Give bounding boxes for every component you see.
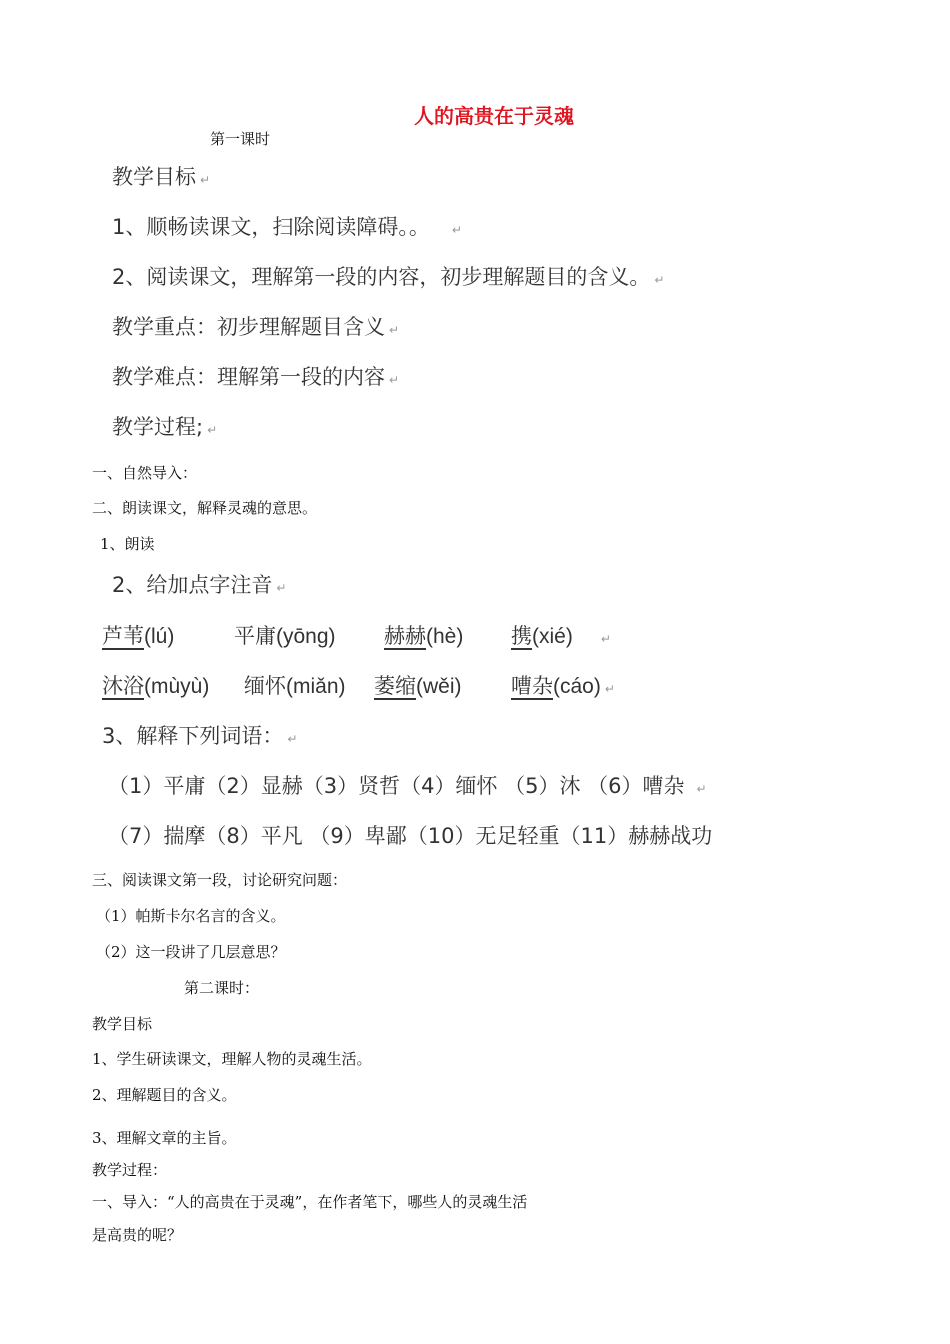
vocab-row-1: （1）平庸（2）显赫（3）贤哲（4）缅怀 （5）沐 （6）嘈杂 ↵ (108, 774, 707, 798)
pinyin-item: 平庸(yōng) (234, 625, 336, 648)
lesson2-goal-2: 2、理解题目的含义。 (92, 1086, 237, 1104)
pinyin-item: 萎缩(wěi) (374, 675, 462, 698)
vocab-row-2: （7）揣摩（8）平凡 （9）卑鄙（10）无足轻重（11）赫赫战功 (108, 824, 713, 848)
lesson1-process-label: 教学过程; ↵ (112, 415, 218, 439)
lesson1-goal-2: 2、阅读课文，理解第一段的内容，初步理解题目的含义。 ↵ (112, 265, 665, 289)
lesson2-goals-label: 教学目标 (92, 1015, 153, 1033)
lesson1-step-3: 三、阅读课文第一段，讨论研究问题： (92, 871, 348, 889)
pinyin-item: 缅怀(miǎn) (244, 675, 346, 698)
document-title: 人的高贵在于灵魂 (414, 104, 574, 128)
lesson1-step-2-3: 3、解释下列词语： ↵ (102, 724, 298, 748)
pinyin-item: 嘈杂(cáo) ↵ (511, 675, 615, 698)
pinyin-item: 赫赫(hè) (384, 625, 464, 648)
lesson1-step-2-1: 1、朗读 (100, 535, 155, 553)
lesson1-difficulty: 教学难点：理解第一段的内容 ↵ (112, 365, 400, 389)
lesson1-question-2: （2）这一段讲了几层意思？ (96, 943, 286, 961)
lesson2-process-label: 教学过程： (92, 1161, 168, 1179)
lesson2-step-1-line-1: 一、导入：“人的高贵在于灵魂”，在作者笔下，哪些人的灵魂生活 (92, 1193, 528, 1211)
lesson1-step-2: 二、朗读课文，解释灵魂的意思。 (92, 499, 318, 517)
lesson1-question-1: （1）帕斯卡尔名言的含义。 (96, 907, 286, 925)
lesson1-goal-1: 1、顺畅读课文，扫除阅读障碍。。 ↵ (112, 215, 462, 239)
lesson1-step-1: 一、自然导入： (92, 464, 198, 482)
lesson1-key-point: 教学重点：初步理解题目含义 ↵ (112, 315, 400, 339)
lesson1-heading: 第一课时 (210, 130, 271, 148)
lesson1-step-2-2: 2、给加点字注音 ↵ (112, 573, 287, 597)
lesson2-heading: 第二课时： (184, 979, 260, 997)
lesson2-goal-3: 3、理解文章的主旨。 (92, 1129, 237, 1147)
lesson1-goals-label: 教学目标 ↵ (112, 165, 211, 189)
lesson2-goal-1: 1、学生研读课文，理解人物的灵魂生活。 (92, 1050, 372, 1068)
pinyin-item: 芦苇(lú) (102, 625, 175, 648)
lesson2-step-1-line-2: 是高贵的呢？ (92, 1226, 183, 1244)
pinyin-item: 携(xié) ↵ (511, 625, 611, 648)
pinyin-item: 沐浴(mùyù) (102, 675, 210, 698)
